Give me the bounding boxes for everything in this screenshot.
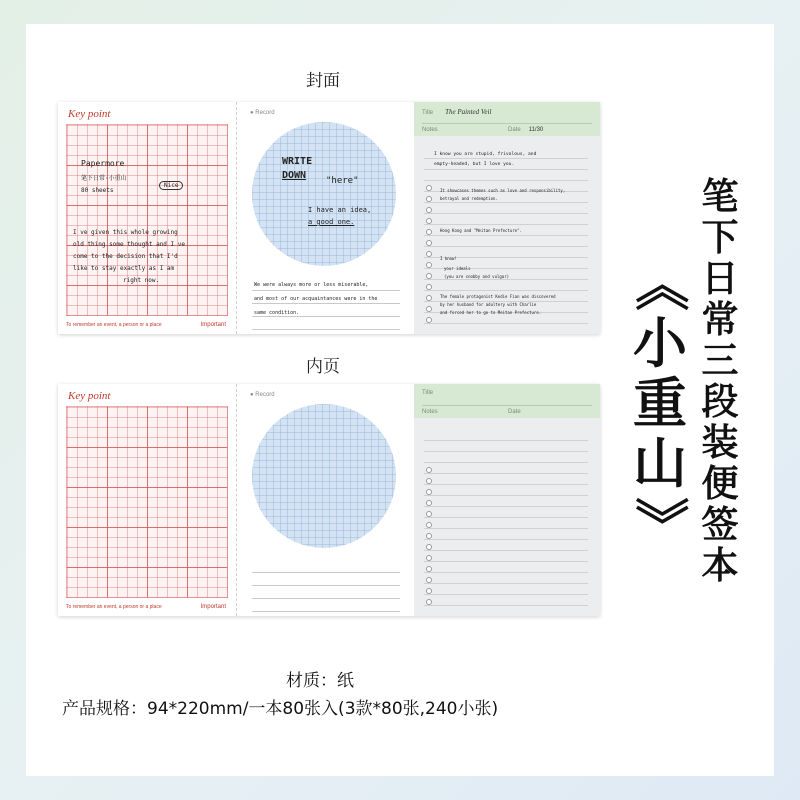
key-point-title: Key point — [68, 108, 111, 120]
cover-notes-panel — [414, 102, 600, 334]
hw-line: I ve given this whole growing — [73, 229, 178, 236]
hw-line: (you are snobby and vulgar) — [444, 274, 510, 279]
date-label: Date — [508, 409, 521, 415]
hw-line: The female protagonist Kedie Fian was discovered — [440, 294, 556, 299]
key-point-title: Key point — [68, 390, 111, 402]
grid-area — [66, 124, 228, 316]
footer-right: Important — [200, 604, 226, 610]
hw-line: old thing some thought and I ve — [73, 241, 185, 248]
inner-circle-panel — [236, 384, 415, 616]
spec-text: 产品规格：94*220mm/一本80张入(3款*80张,240小张) — [62, 699, 499, 719]
hw-line: I know! — [440, 256, 457, 261]
circle-grid — [252, 122, 396, 266]
hw-here: "here" — [326, 176, 359, 186]
hw-write: WRITE — [282, 156, 313, 167]
hw-line: like to stay exactly as I am — [73, 265, 175, 272]
hw-nice: Nice — [159, 181, 183, 190]
record-label: ● Record — [250, 110, 275, 116]
circle-grid — [252, 404, 396, 548]
hw-idea: I have an idea, — [308, 206, 372, 214]
cover-circle-panel — [236, 102, 415, 334]
inner-notes-panel — [414, 384, 600, 616]
hw-line: Hong Kong and "Meitan Prefecture". — [440, 228, 522, 233]
ruled-lines — [252, 560, 400, 612]
hw-line: betrayal and redemption. — [440, 196, 498, 201]
cover-grid-panel — [58, 102, 237, 334]
hw-line: I know you are stupid, frivolous, and — [434, 152, 537, 157]
hw-line: by her husband for adultery with Charlie — [440, 302, 537, 307]
footer-left: To remember an event, a person or a place — [66, 604, 162, 610]
hw-line: come to the decision that I'd — [73, 253, 178, 260]
footer-left: To remember an event, a person or a place — [66, 322, 162, 328]
hw-down: DOWN — [282, 170, 307, 181]
notes-header — [414, 102, 600, 136]
hw-line: and most of our acquaintances were in the — [254, 296, 378, 302]
cover-notebook — [58, 102, 600, 334]
hw-line: 80 sheets — [81, 187, 114, 194]
checklist — [424, 430, 588, 606]
date-label: Date — [508, 127, 521, 133]
vertical-title: 笔 下 日 常 三 段 装 便 签 本 — [701, 175, 739, 587]
date-value: 11/30 — [528, 127, 544, 133]
title-value: The Painted Veil — [445, 108, 492, 116]
notes-header — [414, 384, 600, 418]
hw-line: same condition. — [254, 310, 300, 316]
big-title: 《 小 重 山 》 — [629, 257, 692, 551]
record-label: ● Record — [250, 392, 275, 398]
hw-line: your ideals — [444, 266, 471, 271]
hw-line: empty-headed, but I love you. — [434, 162, 515, 167]
grid-area — [66, 406, 228, 598]
hw-line: and forced her to go to Meitan Prefecture. — [440, 310, 542, 315]
hw-line: We were always more or less miserable, — [254, 282, 369, 288]
material-text: 材质：纸 — [286, 671, 354, 691]
title-label: Title — [422, 390, 434, 396]
notes-label: Notes — [422, 409, 438, 415]
hw-good-one: a good one. — [308, 218, 355, 226]
hw-line: It showcases themes such as love and responsibility, — [440, 188, 566, 193]
title-label: Title — [422, 110, 434, 116]
notes-label: Notes — [422, 127, 438, 133]
hw-line: 笔下日常·小重山 — [81, 175, 127, 182]
footer-right: Important — [200, 322, 226, 328]
hw-line: right now. — [123, 277, 160, 284]
inner-notebook — [58, 384, 600, 616]
hw-line: Papermore — [81, 159, 125, 168]
cover-label: 封面 — [306, 71, 340, 91]
inner-label: 内页 — [306, 357, 340, 377]
inner-grid-panel — [58, 384, 237, 616]
